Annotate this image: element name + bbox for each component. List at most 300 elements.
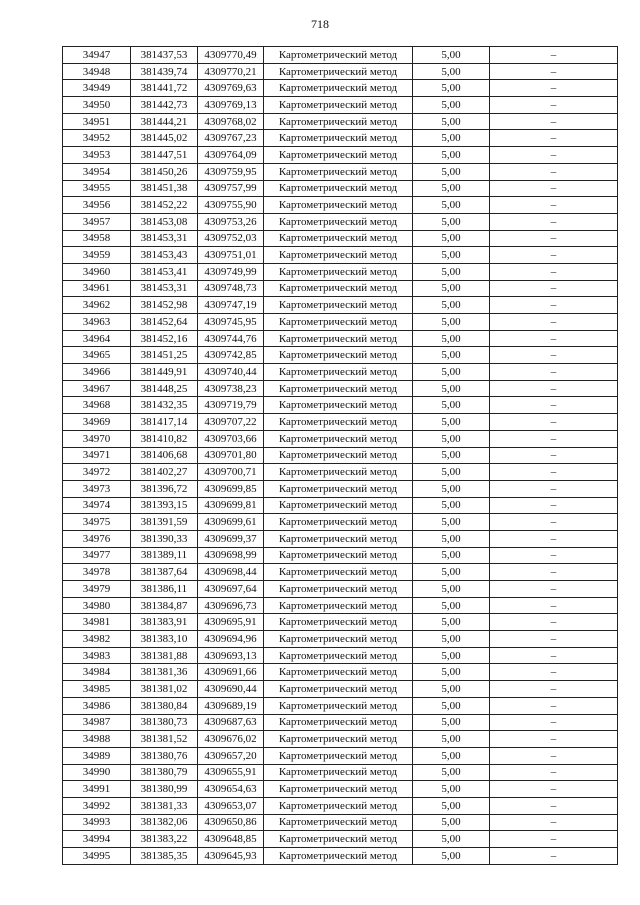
error-cell: 5,00: [413, 180, 490, 197]
table-row: [63, 130, 618, 147]
error-cell: 5,00: [413, 414, 490, 431]
y-coordinate-cell: 4309653,07: [198, 797, 264, 814]
error-cell: 5,00: [413, 530, 490, 547]
point-number-cell: 34973: [63, 480, 131, 497]
method-cell: Картометрический метод: [264, 163, 413, 180]
error-cell: 5,00: [413, 147, 490, 164]
y-coordinate-cell: 4309767,23: [198, 130, 264, 147]
y-coordinate-cell: 4309719,79: [198, 397, 264, 414]
error-cell: 5,00: [413, 380, 490, 397]
dash-cell: –: [490, 330, 618, 347]
table-row: [63, 464, 618, 481]
y-coordinate-cell: 4309738,23: [198, 380, 264, 397]
table-row: [63, 414, 618, 431]
dash-cell: –: [490, 797, 618, 814]
y-coordinate-cell: 4309699,37: [198, 530, 264, 547]
method-cell: Картометрический метод: [264, 848, 413, 865]
point-number-cell: 34986: [63, 697, 131, 714]
method-cell: Картометрический метод: [264, 247, 413, 264]
y-coordinate-cell: 4309695,91: [198, 614, 264, 631]
x-coordinate-cell: 381383,91: [131, 614, 198, 631]
x-coordinate-cell: 381406,68: [131, 447, 198, 464]
method-cell: Картометрический метод: [264, 447, 413, 464]
table-row: [63, 230, 618, 247]
x-coordinate-cell: 381451,38: [131, 180, 198, 197]
y-coordinate-cell: 4309697,64: [198, 581, 264, 598]
point-number-cell: 34992: [63, 797, 131, 814]
error-cell: 5,00: [413, 647, 490, 664]
x-coordinate-cell: 381452,98: [131, 297, 198, 314]
y-coordinate-cell: 4309654,63: [198, 781, 264, 798]
dash-cell: –: [490, 831, 618, 848]
error-cell: 5,00: [413, 797, 490, 814]
method-cell: Картометрический метод: [264, 213, 413, 230]
x-coordinate-cell: 381381,36: [131, 664, 198, 681]
table-row: [63, 430, 618, 447]
x-coordinate-cell: 381445,02: [131, 130, 198, 147]
point-number-cell: 34953: [63, 147, 131, 164]
point-number-cell: 34951: [63, 113, 131, 130]
point-number-cell: 34952: [63, 130, 131, 147]
y-coordinate-cell: 4309747,19: [198, 297, 264, 314]
y-coordinate-cell: 4309655,91: [198, 764, 264, 781]
error-cell: 5,00: [413, 163, 490, 180]
x-coordinate-cell: 381437,53: [131, 47, 198, 64]
dash-cell: –: [490, 247, 618, 264]
y-coordinate-cell: 4309676,02: [198, 731, 264, 748]
method-cell: Картометрический метод: [264, 514, 413, 531]
y-coordinate-cell: 4309701,80: [198, 447, 264, 464]
y-coordinate-cell: 4309699,81: [198, 497, 264, 514]
error-cell: 5,00: [413, 447, 490, 464]
table-row: [63, 664, 618, 681]
x-coordinate-cell: 381453,31: [131, 230, 198, 247]
dash-cell: –: [490, 564, 618, 581]
x-coordinate-cell: 381453,43: [131, 247, 198, 264]
point-number-cell: 34956: [63, 197, 131, 214]
dash-cell: –: [490, 731, 618, 748]
method-cell: Картометрический метод: [264, 113, 413, 130]
point-number-cell: 34967: [63, 380, 131, 397]
y-coordinate-cell: 4309700,71: [198, 464, 264, 481]
table-row: [63, 147, 618, 164]
dash-cell: –: [490, 480, 618, 497]
table-row: [63, 163, 618, 180]
table-row: [63, 714, 618, 731]
table-row: [63, 831, 618, 848]
method-cell: Картометрический метод: [264, 697, 413, 714]
table-row: [63, 180, 618, 197]
point-number-cell: 34949: [63, 80, 131, 97]
point-number-cell: 34961: [63, 280, 131, 297]
method-cell: Картометрический метод: [264, 664, 413, 681]
point-number-cell: 34994: [63, 831, 131, 848]
y-coordinate-cell: 4309744,76: [198, 330, 264, 347]
point-number-cell: 34962: [63, 297, 131, 314]
table-row: [63, 63, 618, 80]
error-cell: 5,00: [413, 848, 490, 865]
x-coordinate-cell: 381386,11: [131, 581, 198, 598]
table-row: [63, 247, 618, 264]
x-coordinate-cell: 381410,82: [131, 430, 198, 447]
table-row: [63, 764, 618, 781]
error-cell: 5,00: [413, 430, 490, 447]
dash-cell: –: [490, 47, 618, 64]
y-coordinate-cell: 4309687,63: [198, 714, 264, 731]
point-number-cell: 34960: [63, 263, 131, 280]
method-cell: Картометрический метод: [264, 747, 413, 764]
error-cell: 5,00: [413, 297, 490, 314]
point-number-cell: 34957: [63, 213, 131, 230]
dash-cell: –: [490, 314, 618, 331]
y-coordinate-cell: 4309755,90: [198, 197, 264, 214]
method-cell: Картометрический метод: [264, 814, 413, 831]
point-number-cell: 34990: [63, 764, 131, 781]
y-coordinate-cell: 4309691,66: [198, 664, 264, 681]
x-coordinate-cell: 381453,08: [131, 213, 198, 230]
x-coordinate-cell: 381439,74: [131, 63, 198, 80]
x-coordinate-cell: 381387,64: [131, 564, 198, 581]
error-cell: 5,00: [413, 464, 490, 481]
point-number-cell: 34995: [63, 848, 131, 865]
error-cell: 5,00: [413, 497, 490, 514]
error-cell: 5,00: [413, 597, 490, 614]
method-cell: Картометрический метод: [264, 297, 413, 314]
method-cell: Картометрический метод: [264, 497, 413, 514]
page-number: 718: [311, 17, 329, 31]
method-cell: Картометрический метод: [264, 80, 413, 97]
method-cell: Картометрический метод: [264, 597, 413, 614]
y-coordinate-cell: 4309650,86: [198, 814, 264, 831]
x-coordinate-cell: 381448,25: [131, 380, 198, 397]
x-coordinate-cell: 381441,72: [131, 80, 198, 97]
dash-cell: –: [490, 581, 618, 598]
table-row: [63, 113, 618, 130]
x-coordinate-cell: 381451,25: [131, 347, 198, 364]
dash-cell: –: [490, 447, 618, 464]
x-coordinate-cell: 381391,59: [131, 514, 198, 531]
table-row: [63, 380, 618, 397]
x-coordinate-cell: 381383,10: [131, 631, 198, 648]
dash-cell: –: [490, 714, 618, 731]
table-row: [63, 514, 618, 531]
y-coordinate-cell: 4309694,96: [198, 631, 264, 648]
method-cell: Картометрический метод: [264, 681, 413, 698]
method-cell: Картометрический метод: [264, 230, 413, 247]
point-number-cell: 34978: [63, 564, 131, 581]
x-coordinate-cell: 381385,35: [131, 848, 198, 865]
point-number-cell: 34980: [63, 597, 131, 614]
error-cell: 5,00: [413, 480, 490, 497]
table-row: [63, 814, 618, 831]
method-cell: Картометрический метод: [264, 581, 413, 598]
error-cell: 5,00: [413, 731, 490, 748]
method-cell: Картометрический метод: [264, 530, 413, 547]
point-number-cell: 34987: [63, 714, 131, 731]
y-coordinate-cell: 4309770,21: [198, 63, 264, 80]
point-number-cell: 34988: [63, 731, 131, 748]
error-cell: 5,00: [413, 280, 490, 297]
method-cell: Картометрический метод: [264, 347, 413, 364]
table-row: [63, 80, 618, 97]
y-coordinate-cell: 4309745,95: [198, 314, 264, 331]
method-cell: Картометрический метод: [264, 797, 413, 814]
error-cell: 5,00: [413, 831, 490, 848]
error-cell: 5,00: [413, 314, 490, 331]
dash-cell: –: [490, 464, 618, 481]
dash-cell: –: [490, 497, 618, 514]
dash-cell: –: [490, 97, 618, 114]
dash-cell: –: [490, 647, 618, 664]
point-number-cell: 34970: [63, 430, 131, 447]
point-number-cell: 34966: [63, 364, 131, 381]
dash-cell: –: [490, 297, 618, 314]
x-coordinate-cell: 381380,99: [131, 781, 198, 798]
dash-cell: –: [490, 514, 618, 531]
dash-cell: –: [490, 747, 618, 764]
table-row: [63, 364, 618, 381]
y-coordinate-cell: 4309768,02: [198, 113, 264, 130]
method-cell: Картометрический метод: [264, 63, 413, 80]
method-cell: Картометрический метод: [264, 130, 413, 147]
table-row: [63, 848, 618, 865]
error-cell: 5,00: [413, 581, 490, 598]
error-cell: 5,00: [413, 397, 490, 414]
table-row: [63, 547, 618, 564]
table-row: [63, 797, 618, 814]
y-coordinate-cell: 4309693,13: [198, 647, 264, 664]
error-cell: 5,00: [413, 664, 490, 681]
x-coordinate-cell: 381453,31: [131, 280, 198, 297]
y-coordinate-cell: 4309689,19: [198, 697, 264, 714]
method-cell: Картометрический метод: [264, 614, 413, 631]
dash-cell: –: [490, 530, 618, 547]
method-cell: Картометрический метод: [264, 631, 413, 648]
error-cell: 5,00: [413, 247, 490, 264]
error-cell: 5,00: [413, 781, 490, 798]
error-cell: 5,00: [413, 263, 490, 280]
x-coordinate-cell: 381452,16: [131, 330, 198, 347]
y-coordinate-cell: 4309698,99: [198, 547, 264, 564]
error-cell: 5,00: [413, 113, 490, 130]
point-number-cell: 34975: [63, 514, 131, 531]
x-coordinate-cell: 381447,51: [131, 147, 198, 164]
error-cell: 5,00: [413, 564, 490, 581]
error-cell: 5,00: [413, 130, 490, 147]
table-row: [63, 597, 618, 614]
x-coordinate-cell: 381381,88: [131, 647, 198, 664]
dash-cell: –: [490, 614, 618, 631]
x-coordinate-cell: 381380,76: [131, 747, 198, 764]
error-cell: 5,00: [413, 681, 490, 698]
method-cell: Картометрический метод: [264, 380, 413, 397]
point-number-cell: 34971: [63, 447, 131, 464]
table-row: [63, 447, 618, 464]
error-cell: 5,00: [413, 714, 490, 731]
point-number-cell: 34958: [63, 230, 131, 247]
method-cell: Картометрический метод: [264, 781, 413, 798]
error-cell: 5,00: [413, 764, 490, 781]
method-cell: Картометрический метод: [264, 564, 413, 581]
x-coordinate-cell: 381444,21: [131, 113, 198, 130]
method-cell: Картометрический метод: [264, 180, 413, 197]
point-number-cell: 34985: [63, 681, 131, 698]
method-cell: Картометрический метод: [264, 464, 413, 481]
y-coordinate-cell: 4309690,44: [198, 681, 264, 698]
point-number-cell: 34955: [63, 180, 131, 197]
table-row: [63, 781, 618, 798]
dash-cell: –: [490, 230, 618, 247]
error-cell: 5,00: [413, 747, 490, 764]
method-cell: Картометрический метод: [264, 714, 413, 731]
method-cell: Картометрический метод: [264, 97, 413, 114]
y-coordinate-cell: 4309751,01: [198, 247, 264, 264]
error-cell: 5,00: [413, 514, 490, 531]
table-row: [63, 530, 618, 547]
dash-cell: –: [490, 163, 618, 180]
point-number-cell: 34969: [63, 414, 131, 431]
dash-cell: –: [490, 597, 618, 614]
method-cell: Картометрический метод: [264, 480, 413, 497]
x-coordinate-cell: 381402,27: [131, 464, 198, 481]
y-coordinate-cell: 4309757,99: [198, 180, 264, 197]
x-coordinate-cell: 381383,22: [131, 831, 198, 848]
x-coordinate-cell: 381384,87: [131, 597, 198, 614]
table-row: [63, 47, 618, 64]
table-row: [63, 280, 618, 297]
method-cell: Картометрический метод: [264, 397, 413, 414]
point-number-cell: 34977: [63, 547, 131, 564]
point-number-cell: 34989: [63, 747, 131, 764]
table-row: [63, 497, 618, 514]
y-coordinate-cell: 4309749,99: [198, 263, 264, 280]
y-coordinate-cell: 4309769,13: [198, 97, 264, 114]
x-coordinate-cell: 381452,64: [131, 314, 198, 331]
table-row: [63, 731, 618, 748]
x-coordinate-cell: 381393,15: [131, 497, 198, 514]
y-coordinate-cell: 4309645,93: [198, 848, 264, 865]
error-cell: 5,00: [413, 814, 490, 831]
error-cell: 5,00: [413, 364, 490, 381]
dash-cell: –: [490, 347, 618, 364]
method-cell: Картометрический метод: [264, 430, 413, 447]
method-cell: Картометрический метод: [264, 280, 413, 297]
x-coordinate-cell: 381449,91: [131, 364, 198, 381]
error-cell: 5,00: [413, 697, 490, 714]
y-coordinate-cell: 4309696,73: [198, 597, 264, 614]
method-cell: Картометрический метод: [264, 547, 413, 564]
y-coordinate-cell: 4309699,61: [198, 514, 264, 531]
y-coordinate-cell: 4309657,20: [198, 747, 264, 764]
table-row: [63, 397, 618, 414]
y-coordinate-cell: 4309742,85: [198, 347, 264, 364]
dash-cell: –: [490, 397, 618, 414]
dash-cell: –: [490, 113, 618, 130]
dash-cell: –: [490, 430, 618, 447]
point-number-cell: 34950: [63, 97, 131, 114]
method-cell: Картометрический метод: [264, 764, 413, 781]
method-cell: Картометрический метод: [264, 47, 413, 64]
x-coordinate-cell: 381450,26: [131, 163, 198, 180]
dash-cell: –: [490, 213, 618, 230]
y-coordinate-cell: 4309707,22: [198, 414, 264, 431]
y-coordinate-cell: 4309753,26: [198, 213, 264, 230]
y-coordinate-cell: 4309770,49: [198, 47, 264, 64]
method-cell: Картометрический метод: [264, 330, 413, 347]
dash-cell: –: [490, 848, 618, 865]
dash-cell: –: [490, 364, 618, 381]
dash-cell: –: [490, 147, 618, 164]
x-coordinate-cell: 381381,02: [131, 681, 198, 698]
error-cell: 5,00: [413, 330, 490, 347]
dash-cell: –: [490, 130, 618, 147]
dash-cell: –: [490, 414, 618, 431]
dash-cell: –: [490, 80, 618, 97]
dash-cell: –: [490, 280, 618, 297]
table-row: [63, 263, 618, 280]
point-number-cell: 34981: [63, 614, 131, 631]
point-number-cell: 34963: [63, 314, 131, 331]
x-coordinate-cell: 381380,79: [131, 764, 198, 781]
method-cell: Картометрический метод: [264, 263, 413, 280]
x-coordinate-cell: 381453,41: [131, 263, 198, 280]
y-coordinate-cell: 4309748,73: [198, 280, 264, 297]
method-cell: Картометрический метод: [264, 414, 413, 431]
table-row: [63, 480, 618, 497]
table-row: [63, 614, 618, 631]
table-row: [63, 297, 618, 314]
point-number-cell: 34974: [63, 497, 131, 514]
error-cell: 5,00: [413, 97, 490, 114]
table-row: [63, 97, 618, 114]
point-number-cell: 34968: [63, 397, 131, 414]
table-row: [63, 631, 618, 648]
x-coordinate-cell: 381396,72: [131, 480, 198, 497]
point-number-cell: 34959: [63, 247, 131, 264]
error-cell: 5,00: [413, 547, 490, 564]
y-coordinate-cell: 4309752,03: [198, 230, 264, 247]
x-coordinate-cell: 381381,52: [131, 731, 198, 748]
point-number-cell: 34983: [63, 647, 131, 664]
dash-cell: –: [490, 764, 618, 781]
dash-cell: –: [490, 63, 618, 80]
x-coordinate-cell: 381381,33: [131, 797, 198, 814]
point-number-cell: 34984: [63, 664, 131, 681]
x-coordinate-cell: 381389,11: [131, 547, 198, 564]
y-coordinate-cell: 4309648,85: [198, 831, 264, 848]
point-number-cell: 34965: [63, 347, 131, 364]
method-cell: Картометрический метод: [264, 364, 413, 381]
error-cell: 5,00: [413, 631, 490, 648]
table-row: [63, 647, 618, 664]
method-cell: Картометрический метод: [264, 647, 413, 664]
method-cell: Картометрический метод: [264, 831, 413, 848]
point-number-cell: 34976: [63, 530, 131, 547]
point-number-cell: 34982: [63, 631, 131, 648]
error-cell: 5,00: [413, 614, 490, 631]
point-number-cell: 34991: [63, 781, 131, 798]
x-coordinate-cell: 381432,35: [131, 397, 198, 414]
dash-cell: –: [490, 197, 618, 214]
dash-cell: –: [490, 380, 618, 397]
dash-cell: –: [490, 781, 618, 798]
x-coordinate-cell: 381417,14: [131, 414, 198, 431]
y-coordinate-cell: 4309699,85: [198, 480, 264, 497]
error-cell: 5,00: [413, 63, 490, 80]
error-cell: 5,00: [413, 347, 490, 364]
error-cell: 5,00: [413, 230, 490, 247]
method-cell: Картометрический метод: [264, 147, 413, 164]
